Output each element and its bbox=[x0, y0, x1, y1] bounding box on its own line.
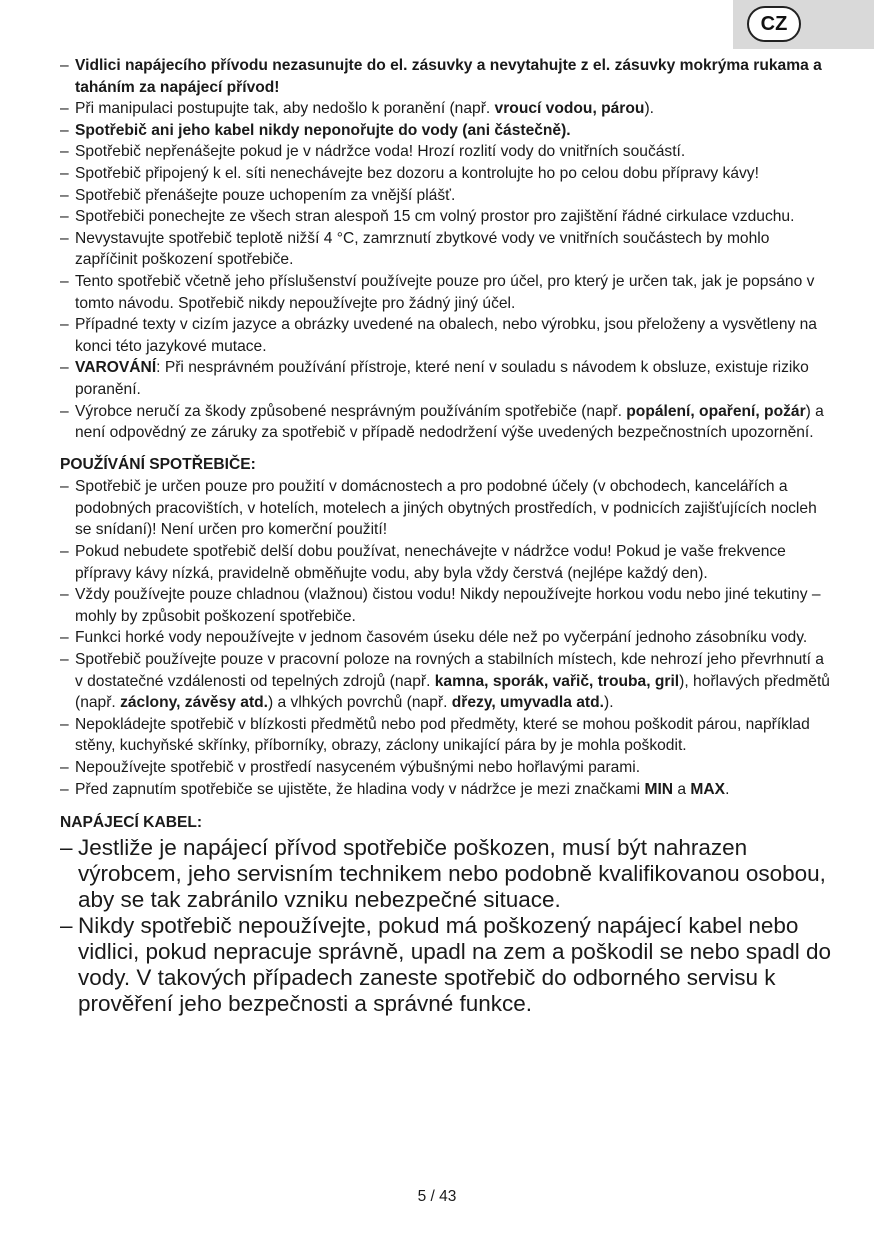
text-segment: Tento spotřebič včetně jeho příslušenství používejte pouze pro účel, pro který je určen tak, jak je popsáno v tomto návodu. Spotřebič nikdy nepoužívejte pro žádný jiný účel. bbox=[75, 272, 815, 312]
list-item bbox=[60, 98, 835, 120]
document-body bbox=[60, 55, 835, 1017]
list-item bbox=[60, 55, 835, 98]
emphasis-text: MIN bbox=[644, 780, 674, 798]
emphasis-text: MAX bbox=[690, 780, 726, 798]
text-segment: Výrobce neručí za škody způsobené nesprávným používáním spotřebiče (např. bbox=[75, 402, 627, 420]
text-segment: Spotřebič používejte pouze v pracovní poloze na rovných a stabilních místech, kde nehrozí jeho převrhnutí a v dostatečné vzdálenosti od tepelných zdrojů (např. bbox=[75, 651, 824, 690]
text-segment: ), hořlavých předmětů (např. bbox=[75, 672, 830, 712]
text-segment: ). bbox=[644, 100, 654, 118]
text-segment: Spotřebič přenášejte pouze uchopením za vnější plášť. bbox=[75, 186, 456, 204]
emphasis-text: vroucí vodou, párou bbox=[494, 100, 645, 118]
text-segment: Nevystavujte spotřebič teplotě nižší 4 °C, zamrznutí zbytkové vody ve vnitřních součástech by mohlo zapříčinit poškození spotřebiče. bbox=[75, 229, 770, 269]
list-item bbox=[60, 228, 835, 271]
list-item bbox=[60, 649, 835, 714]
safety-list bbox=[60, 55, 835, 444]
text-segment: Případné texty v cizím jazyce a obrázky uvedené na obalech, nebo výrobku, jsou přeloženy a vysvětleny na konci této jazykové mutace. bbox=[75, 316, 817, 355]
text-segment: Vždy používejte pouze chladnou (vlažnou) čistou vodu! Nikdy nepoužívejte horkou vodu nebo jiné tekutiny – mohly by způsobit poškození spotřebiče. bbox=[75, 586, 821, 625]
list-item bbox=[60, 401, 835, 444]
list-item bbox=[60, 835, 835, 913]
list-item bbox=[60, 141, 835, 163]
text-segment: ). bbox=[604, 694, 614, 712]
emphasis-text: VAROVÁNÍ bbox=[75, 359, 157, 377]
emphasis-text: popálení, opaření, požár bbox=[626, 402, 806, 420]
list-item bbox=[60, 541, 835, 584]
list-item bbox=[60, 913, 835, 1017]
text-segment: Nepoužívejte spotřebič v prostředí nasyceném výbušnými nebo hořlavými parami. bbox=[75, 759, 641, 776]
emphasis-text: dřezy, umyvadla atd. bbox=[451, 694, 604, 712]
text-segment: Jestliže je napájecí přívod spotřebiče poškozen, musí být nahrazen výrobcem, jeho servisním technikem nebo podobně kvalifikovanou osobou, aby se tak zabránilo vzniku nebezpečné situace. bbox=[78, 834, 826, 912]
list-item bbox=[60, 314, 835, 357]
text-segment: Nepokládejte spotřebič v blízkosti předmětů nebo pod předměty, které se mohou poškodit párou, například stěny, kuchyňské skřínky, příborníky, obrazy, záclony unikající pára by je mohla poškodit. bbox=[75, 715, 810, 755]
text-segment: : Při nesprávném používání přístroje, které není v souladu s návodem k obsluze, existuje riziko poranění. bbox=[75, 359, 809, 398]
text-segment: ) a vlhkých povrchů (např. bbox=[268, 694, 452, 712]
list-item bbox=[60, 206, 835, 228]
text-segment: Funkci horké vody nepoužívejte v jednom časovém úseku déle než po vyčerpání jednoho zásobníku vody. bbox=[75, 629, 808, 647]
list-item bbox=[60, 185, 835, 207]
text-segment: Nikdy spotřebič nepoužívejte, pokud má poškozený napájecí kabel nebo vidlici, pokud nepracuje správně, upadl na zem a poškodil se nebo spadl do vody. V takových případech zaneste spotřebič do odborného servisu k prověření jeho bezpečnosti a správné funkce. bbox=[78, 912, 831, 1016]
list-item bbox=[60, 476, 835, 541]
list-item bbox=[60, 271, 835, 314]
text-segment: Před zapnutím spotřebiče se ujistěte, že hladina vody v nádržce je mezi značkami bbox=[75, 780, 645, 798]
list-item bbox=[60, 357, 835, 400]
emphasis-text: Spotřebič ani jeho kabel nikdy neponořujte do vody (ani částečně). bbox=[75, 121, 571, 139]
emphasis-text: kamna, sporák, vařič, trouba, gril bbox=[434, 672, 680, 690]
list-item bbox=[60, 627, 835, 649]
emphasis-text: Vidlici napájecího přívodu nezasunujte do el. zásuvky a nevytahujte z el. zásuvky mokrýma rukama a taháním za napájecí přívod! bbox=[75, 57, 822, 96]
text-segment: Spotřebič připojený k el. síti nenechávejte bez dozoru a kontrolujte ho po celou dobu přípravy kávy! bbox=[75, 164, 759, 182]
text-segment: a bbox=[673, 780, 691, 798]
emphasis-text: záclony, závěsy atd. bbox=[120, 694, 268, 712]
text-segment: ) a není odpovědný ze záruky za spotřebič v případě nedodržení výše uvedených bezpečnostních upozornění. bbox=[75, 402, 824, 442]
list-item bbox=[60, 779, 835, 801]
list-item bbox=[60, 757, 835, 779]
list-item bbox=[60, 120, 835, 142]
usage-heading: POUŽÍVÁNÍ SPOTŘEBIČE: bbox=[60, 455, 256, 473]
page-number: 5 / 43 bbox=[417, 1188, 457, 1205]
text-segment: Spotřebiči ponechejte ze všech stran alespoň 15 cm volný prostor pro zajištění řádné cirkulace vzduchu. bbox=[75, 208, 795, 226]
language-tab bbox=[733, 0, 874, 49]
text-segment: Spotřebič nepřenášejte pokud je v nádržce voda! Hrozí rozlití vody do vnitřních součástí. bbox=[75, 143, 686, 161]
list-item bbox=[60, 584, 835, 627]
list-item bbox=[60, 163, 835, 185]
text-segment: Spotřebič je určen pouze pro použití v domácnostech a pro podobné účely (v obchodech, kancelářích a podobných pracovištích, v hotelích, motelech a jiných obytných prostředích, v podnicích zajišťujících nocleh se snídaní)! Není určen pro komerční použití! bbox=[75, 478, 817, 539]
power-cable-heading: NAPÁJECÍ KABEL: bbox=[60, 814, 203, 832]
text-segment: Pokud nebudete spotřebič delší dobu používat, nenechávejte v nádržce vodu! Pokud je vaše frekvence přípravy kávy nízká, pravidelně obměňujte vodu, aby byla vždy čerstvá (nejlépe každý den). bbox=[75, 543, 786, 582]
text-segment: Při manipulaci postupujte tak, aby nedošlo k poranění (např. bbox=[75, 100, 495, 118]
power-cable-list bbox=[60, 835, 835, 1017]
language-badge: CZ bbox=[747, 6, 801, 42]
usage-list bbox=[60, 476, 835, 800]
list-item bbox=[60, 714, 835, 757]
text-segment: . bbox=[725, 780, 730, 798]
